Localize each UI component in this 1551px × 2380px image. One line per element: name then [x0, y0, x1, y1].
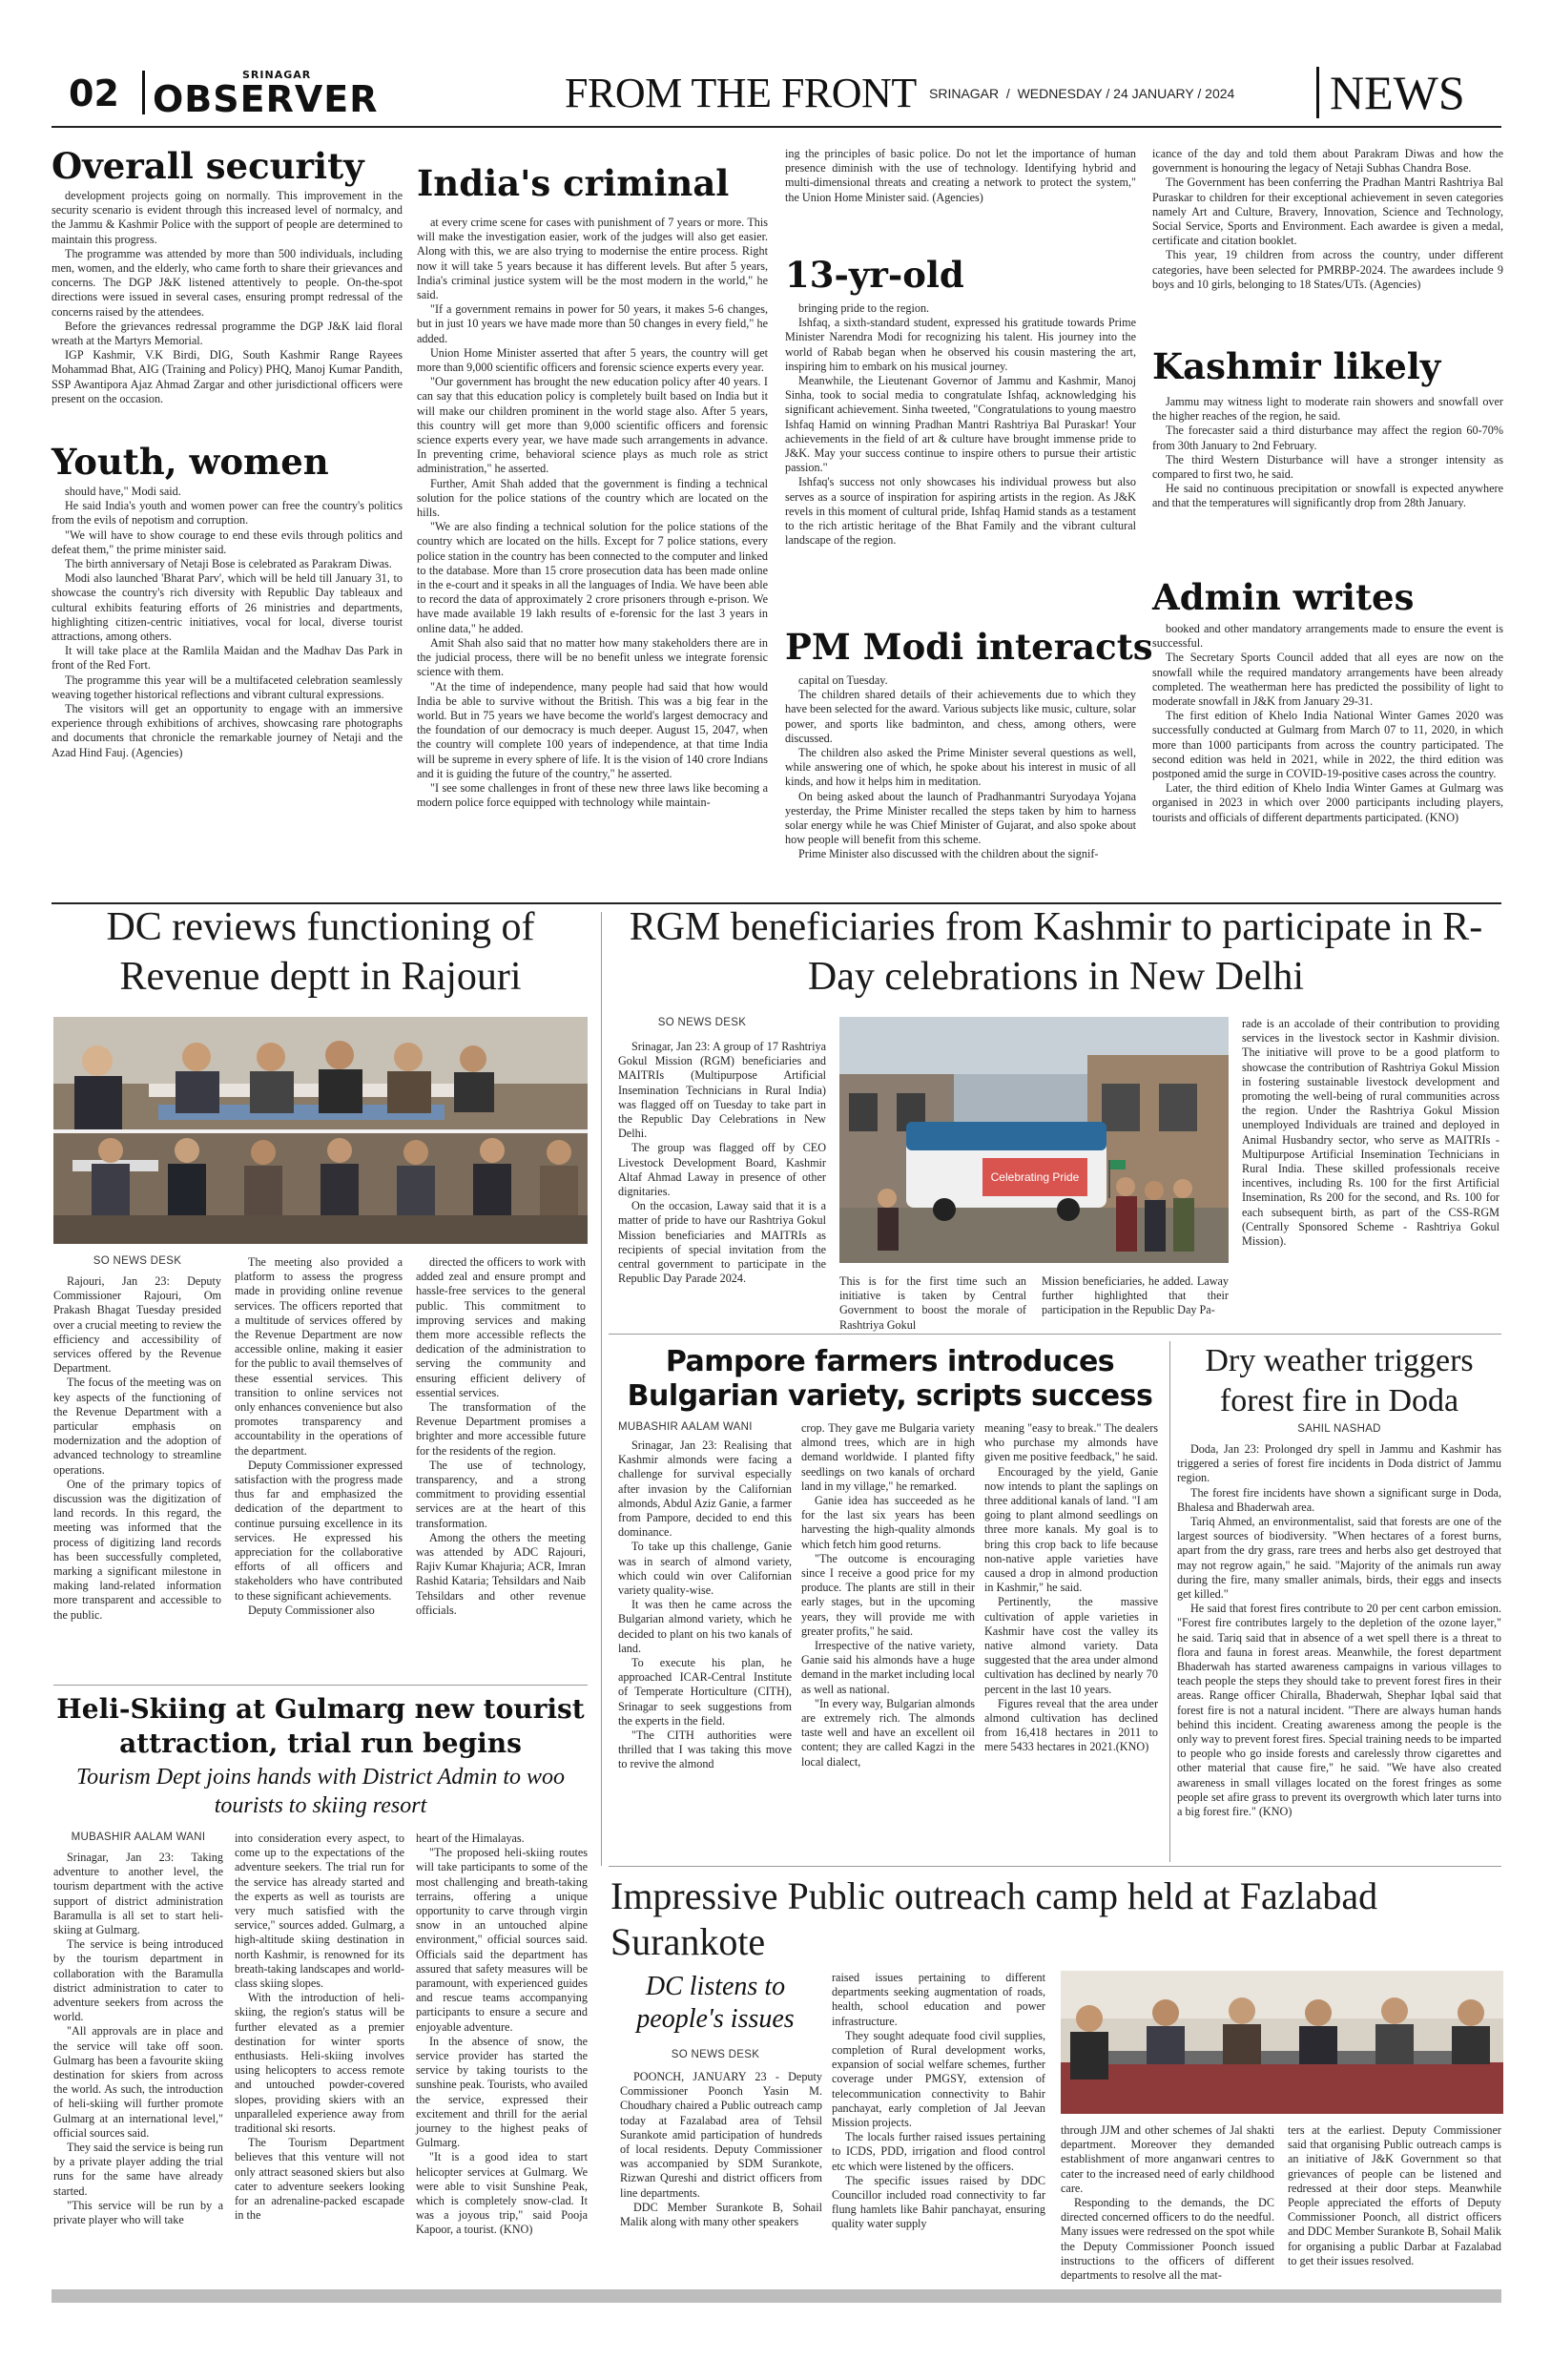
paragraph: It was then he came across the Bulgarian almond variety, which he decided to plant on his two kanals of land.: [618, 1598, 792, 1655]
meeting-photo-illustration: [53, 1017, 588, 1244]
article-pm-modi-continued: [1152, 147, 1503, 347]
paragraph: through JJM and other schemes of Jal shakti department. Moreover they demanded establishment of more anganwari centres to cater to the increased need of early childhood care.: [1061, 2123, 1274, 2195]
paragraph: This year, 19 children from across the country, under different categories, have been selected for PMRBP-2024. The awardees include 9 boys and 10 girls, belonging to 18 States/UTs. (Agencies): [1152, 248, 1503, 291]
paragraph: Rajouri, Jan 23: Deputy Commissioner Rajouri, Om Prakash Bhagat Tuesday presided over a crucial meeting to review the efficiency and accessibility of services offered by the Revenue Department.: [53, 1274, 221, 1376]
headline-pampore-line2: Bulgarian variety, scripts success: [627, 1379, 1153, 1413]
paragraph: "This service will be run by a private player who will take: [53, 2198, 223, 2227]
paragraph: booked and other mandatory arrangements made to ensure the event is successful.: [1152, 622, 1503, 651]
paragraph: "Our government has brought the new education policy after 40 years. I can say that this education policy is completely built based on India but it will make our children prominent in the world stage also. After 5 years, this country will get more than 9,000 scientific officers and forensic science experts every year, we have made such arrangements in advance. In preventing crime, behavioral science plays as much role as strict administration," he asserted.: [417, 375, 768, 476]
byline-outreach: SO NEWS DESK: [671, 2049, 760, 2060]
paragraph: "The outcome is encouraging since I receive a good price for my produce. The plants are still in their early stages, but in the upcoming years, they will provide me with greater profits," he said.: [801, 1551, 975, 1638]
byline-rgm: SO NEWS DESK: [657, 1017, 747, 1028]
paragraph: The specific issues raised by DDC Councillor included road connectivity to far flung hamlets like Bahir panchayat, ensuring quality water supply: [832, 2173, 1045, 2231]
masthead-rule: [52, 126, 1501, 128]
paragraph: Amit Shah also said that no matter how many stakeholders there are in the judicial process, there will be no benefit unless we integrate forensic science with them.: [417, 635, 768, 679]
paragraph: The children also asked the Prime Minister several questions as well, while answering one of which, he spoke about his interest in music of all kinds, and how it helps him in meditation.: [785, 746, 1136, 789]
subhead-heli-skiing: Tourism Dept joins hands with District Admin to woo tourists to skiing resort: [75, 1765, 566, 1818]
paragraph: The meeting also provided a platform to assess the progress made in providing online revenue services. The officers reported that a multitude of services offered by the Revenue Department are now accessible online, making it easier for the public to avail themselves of these essential services. This transition to online services not only enhances convenience but also promotes transparency and accountability in the operations of the department.: [235, 1255, 403, 1458]
column-divider: [1169, 1341, 1170, 1862]
paragraph: raised issues pertaining to different departments seeking augmentation of roads, health, school education and power infrastructure.: [832, 1971, 1045, 2028]
paragraph: Irrespective of the native variety, Ganie said his almonds have a huge demand in the market including local as well as national.: [801, 1639, 975, 1696]
paragraph: They sought adequate food civil supplies, completion of Rural development works, expansion of social welfare schemes, further coverage under PMGSY, extension of telecommunication connectivity to Bahir panchayat, early completion of Jal Jeevan Mission projects.: [832, 2028, 1045, 2130]
paragraph: In the absence of snow, the service provider has started the service by taking tourists to the sunshine peak. Tourists, who availed the service, expressed their excitement and thrill for the aerial journey to the highest peaks of Gulmarg.: [416, 2034, 588, 2150]
headline-admin-writes: Admin writes: [1152, 576, 1415, 618]
paragraph: "We will have to show courage to end these evils through politics and defeat them," the prime minister said.: [52, 528, 403, 556]
paragraph: Further, Amit Shah added that the government is finding a technical solution for the police stations of the country which are located on the hills.: [417, 476, 768, 520]
article-outreach-col4: [1288, 2123, 1501, 2280]
article-heli-col1: [53, 1851, 223, 2280]
rgm-caption-left: This is for the first time such an initiative is taken by Central Government to boost the morale of Rashtriya Gokul: [839, 1274, 1026, 1332]
masthead: [52, 59, 1501, 126]
article-overall-security: [52, 189, 403, 445]
paragraph: "All approvals are in place and the service will take off soon. Gulmarg has been a favourite skiing destination for skiers from across the world. As such, the introduction of heli-skiing will further promote Gulmarg at an international level," official sources said.: [53, 2024, 223, 2140]
paragraph: The use of technology, transparency, and a strong commitment to providing essential services are at the heart of this transformation.: [416, 1458, 586, 1530]
paragraph: IGP Kashmir, V.K Birdi, DIG, South Kashmir Range Rayees Mohammad Bhat, AIG (Training and Policy) PHQ, Manoj Kumar Pandith, SSP Awantipora Ajaz Ahmad Zargar and other jurisdictional officers were present on the occasion.: [52, 348, 403, 405]
headline-rgm: RGM beneficiaries from Kashmir to participate in R-Day celebrations in New Delhi: [629, 905, 1483, 999]
article-youth-women: [52, 485, 403, 899]
headline-outreach: Impressive Public outreach camp held at Fazlabad Surankote: [610, 1874, 1378, 1963]
article-india-criminal-continued: [785, 147, 1136, 223]
subhead-outreach: DC listens to people's issues: [636, 1972, 795, 2034]
paragraph: The birth anniversary of Netaji Bose is celebrated as Parakram Diwas.: [65, 557, 392, 571]
paragraph: ing the principles of basic police. Do not let the importance of human presence diminish with the use of technology. Identifying hybrid and multi-dimensional threats and creating a network to protect the system," the Union Home Minister said. (Agencies): [785, 147, 1136, 204]
paragraph: bringing pride to the region.: [798, 301, 930, 315]
paragraph: icance of the day and told them about Parakram Diwas and how the government is honouring the legacy of Netaji Subhas Chandra Bose.: [1152, 147, 1503, 176]
paragraph: The service is being introduced by the tourism department in collaboration with the Baramulla district administration to cater to adventure seekers from across the world.: [53, 1937, 223, 2024]
paragraph: With the introduction of heli-skiing, the region's status will be further elevated as a premier destination for winter sports enthusiasts. Heli-skiing involves using helicopters to access remote and untouched powder-covered slopes, providing skiers with an unparalleled experience away from traditional ski resorts.: [235, 1991, 404, 2136]
byline-pampore: MUBASHIR AALAM WANI: [618, 1421, 753, 1433]
paragraph: DDC Member Surankote B, Sohail Malik along with many other speakers: [620, 2200, 822, 2229]
headline-dc-reviews: DC reviews functioning of Revenue deptt in Rajouri: [106, 905, 535, 999]
paragraph: Srinagar, Jan 23: Realising that Kashmir almonds were facing a challenge for survival especially after invasion by the Californian almonds, Abdul Aziz Ganie, a farmer from Pampore, decided to end this dominance.: [618, 1438, 792, 1540]
paragraph: Jammu may witness light to moderate rain showers and snowfall over the higher reaches of the region, he said.: [1152, 395, 1503, 424]
article-kashmir-likely: [1152, 395, 1503, 557]
paragraph: They said the service is being run by a private player adding the trial runs for the same have already started.: [53, 2141, 223, 2198]
article-pm-modi: [785, 673, 1136, 899]
paragraph: The forest fire incidents have shown a significant surge in Doda, Bhalesa and Bhaderwah area.: [1177, 1485, 1501, 1514]
paragraph: Tariq Ahmed, an environmentalist, said that forests are one of the largest sources of biodiversity. "When hectares of a forest burns, apart from the dry grass, rare trees and herbs also get destroyed that may not regrow again," he said. "Majority of the animals run away during the fire, many smaller animals, birds, their eggs and insects get killed.": [1177, 1515, 1501, 1602]
headline-youth-women: Youth, women: [52, 441, 329, 483]
paragraph: On being asked about the launch of Pradhanmantri Suryodaya Yojana yesterday, the Prime Minister recalled the steps taken by him to harness solar energy while he was Chief Minister of Gujarat, and also spoke about how people will benefit from this scheme.: [785, 789, 1136, 847]
section-title: FROM THE FRONT: [565, 70, 917, 116]
paragraph: The Government has been conferring the Pradhan Mantri Rashtriya Bal Puraskar to children for their exceptional achievement in seven categories namely Art and Culture, Bravery, Innovation, Science and Technology, Social Service, Sports and Environment. Each awardee is given a medal, certificate and citation booklet.: [1152, 176, 1503, 248]
headline-dry-weather: Dry weather triggers forest fire in Doda: [1205, 1343, 1474, 1418]
photo-outreach-camp: [1061, 1971, 1503, 2114]
paragraph: crop. They gave me Bulgaria variety almond trees, which are in high demand worldwide. I planted fifty seedlings on two kanals of orchard land in my village," he remarked.: [801, 1421, 975, 1493]
paragraph: On the occasion, Laway said that it is a matter of pride to have our Rashtriya Gokul Mission beneficiaries and MAITRIs as recipients of special invitation from the central government to participate in the Republic Day Parade 2024.: [618, 1199, 826, 1286]
paragraph: The programme this year will be a multifaceted celebration seamlessly weaving together historical reflections and vibrant cultural expressions.: [52, 673, 403, 701]
section-rule-outreach: [609, 1866, 1501, 1867]
article-heli-col3: [416, 1832, 588, 2280]
headline-pampore: [618, 1345, 1162, 1414]
paragraph: rade is an accolade of their contribution to providing services in the livestock sector in Kashmir division. The initiative will prove to be a good platform to showcase the contribution of Rashtriya Gokul Mission in fostering sustainable livestock development and promoting the well-being of rural communities across the region. Under the Rashtriya Gokul Mission unemployed Individuals are trained and deployed in Animal Husbandry sector, who serve as MAITRIs - Multipurpose Artificial Insemination Technicians in Rural India. These skilled professionals receive incentives, including Rs. 100 for the first Artificial Insemination, Rs 200 for the second, and Rs. 100 for each subsequent birth, as part of the CSS-RGM (Centrally Sponsored Scheme - Rashtriya Gokul Mission).: [1242, 1017, 1499, 1249]
paragraph: The focus of the meeting was on key aspects of the functioning of the Revenue Department with a particular emphasis on modernization and the adoption of advanced technology to streamline operations.: [53, 1376, 221, 1477]
rgm-caption-right: Mission beneficiaries, he added. Laway further highlighted that their participation in the Republic Day Pa-: [1042, 1274, 1229, 1317]
paragraph: development projects going on normally. This improvement in the security scenario is evident through this increased level of normalcy, and the Jammu & Kashmir Police with the support of people are determined to maintain this progress.: [52, 189, 403, 246]
article-pampore-col2: [801, 1421, 975, 1860]
paragraph: To take up this challenge, Ganie was in search of almond variety, which could win over Californian variety quality-wise.: [618, 1540, 792, 1598]
paragraph: Later, the third edition of Khelo India Winter Games at Gulmarg was organised in 2023 in which over 2000 participants including players, tourists and officials of different departments participated. (KNO): [1152, 781, 1503, 824]
article-rgm-col3: [1242, 1017, 1499, 1326]
headline-kashmir-likely: Kashmir likely: [1152, 345, 1441, 387]
paragraph: The Secretary Sports Council added that all eyes are now on the snowfall while the required mandatory arrangements have been already completed. The weatherman here has predicted the possibility of light to moderate snowfall in J&K from January 29-31.: [1152, 651, 1503, 709]
article-outreach-col3: [1061, 2123, 1274, 2283]
headline-13-yr-old: 13-yr-old: [785, 254, 964, 296]
paragraph: "The CITH authorities were thrilled that I was taking this move to revive the almond: [618, 1728, 792, 1771]
outreach-photo-illustration: [1061, 1971, 1503, 2114]
paragraph: "I see some challenges in front of these new three laws like becoming a modern police force equipped with technology while maintain-: [417, 780, 768, 810]
photo-rgm-bus: [839, 1017, 1229, 1263]
paragraph: POONCH, JANUARY 23 - Deputy Commissioner Poonch Yasin M. Choudhary chaired a Public outreach camp today at Fazalabad area of Tehsil Surankote amid participation of hundreds of local residents. Deputy Commissioner was accompanied by SDM Surankote, Rizwan Qureshi and district officers from line departments.: [620, 2070, 822, 2200]
paragraph: Union Home Minister asserted that after 5 years, the country will get more than 9,000 scientific officers and forensic science experts every year.: [417, 345, 768, 375]
paragraph: The programme was attended by more than 500 individuals, including men, women, and the elderly, who came forth to share their grievances and concerns. The DGP J&K listened attentively to people. On-the-spot directions were issued in several cases, ensuring prompt redressal of the concerns raised by the attendees.: [52, 246, 403, 319]
paragraph: Encouraged by the yield, Ganie now intends to plant the saplings on three additional kanals of land. "I am going to plant almond seedlings on three more kanals. My goal is to bring this crop back to life because non-native apple varieties have caused a drop in almond production in Kashmir," he said.: [984, 1464, 1158, 1595]
paragraph: He said that forest fires contribute to 20 per cent carbon emission. "Forest fire contributes largely to the depletion of the ozone layer," he said. Tariq said that in absence of a wet spell there is a threat to flora and fauna in forest areas. Meanwhile, the forest department Bhaderwah has started awareness campaigns in various villages to teach people the steps they should take to prevent forest fires in their areas. Range officer Chiralla, Bhaderwah, Shephar Iqbal said that forest fire is not a natural incident. "There are always human hands behind this incident. Creating awareness among the people is the only way to prevent forest fires. Special training needs to be imparted to people who go inside forests and carelessly throw cigarettes and other material that cause fire," he said. "We have also created awareness in small villages located on the forest fringes as some people set afire grass to prevent its overgrowth which later turns into a big forest fire." (KNO): [1177, 1602, 1501, 1819]
headline-pm-modi: PM Modi interacts: [785, 626, 1153, 668]
photo-dc-meeting: [53, 1017, 588, 1244]
column-divider: [601, 912, 602, 1866]
article-admin-writes: [1152, 622, 1503, 899]
paper-name-small: SRINAGAR: [242, 69, 312, 81]
article-india-criminal: [417, 216, 768, 899]
article-dc-reviews-col1: [53, 1274, 221, 1675]
paragraph: The group was flagged off by CEO Livestock Development Board, Kashmir Altaf Ahmad Laway in presence of other dignitaries.: [618, 1141, 826, 1199]
paragraph: Meanwhile, the Lieutenant Governor of Jammu and Kashmir, Manoj Sinha, took to social media to congratulate Ishfaq, acknowledging his significant achievement. Sinha tweeted, "Congratulations to young maestro Ishfaq Hamid on winning Pradhan Mantri Rashtriya Bal Puraskar! Your achievements in the field of art & culture have brought immense pride to J&K. May your success continue to inspire others to pursue their artistic passion.": [785, 374, 1136, 475]
paragraph: The children shared details of their achievements due to which they have been selected for the award. Various subjects like music, culture, solar power, and sports like badminton, and chess, among others, were discussed.: [785, 688, 1136, 745]
bus-photo-illustration: [839, 1017, 1229, 1263]
article-pampore-col1: [618, 1438, 792, 1858]
paragraph: Among the others the meeting was attended by ADC Rajouri, Rajiv Kumar Khajuria; ACR, Imran Rashid Kataria; Tehsildars and Naib Tehsildars and other revenue officials.: [416, 1530, 586, 1617]
paragraph: Ishfaq, a sixth-standard student, expressed his gratitude towards Prime Minister Narendra Modi for recognizing his talent. His journey into the world of Rabab began when he observed his cousin mastering the art, inspiring him to embark on his musical journey.: [785, 316, 1136, 373]
paragraph: Modi also launched 'Bharat Parv', which will be held till January 31, to showcase the country's rich diversity with Republic Day tableaux and cultural exhibits featuring efforts of 26 ministries and departments, highlighting citizen-centric initiatives, vocal for local, diverse tourist attractions, among others.: [52, 571, 403, 644]
paragraph: "In every way, Bulgarian almonds are extremely rich. The almonds taste well and have an excellent oil content; they are called Kagzi in the local dialect,: [801, 1696, 975, 1769]
article-outreach-col2: [832, 1971, 1045, 2280]
paragraph: capital on Tuesday.: [798, 673, 888, 687]
article-dc-reviews-col3: [416, 1255, 586, 1675]
article-outreach-col1: [620, 2070, 822, 2280]
paper-logo: OBSERVER: [153, 78, 379, 120]
masthead-divider: [142, 71, 145, 114]
paragraph: Deputy Commissioner also: [248, 1603, 375, 1617]
footer-bar: [52, 2289, 1501, 2303]
article-13-yr-old: [785, 301, 1136, 603]
paragraph: To execute his plan, he approached ICAR-Central Institute of Temperate Horticulture (CITH), Srinagar to seek suggestions from the experts in the field.: [618, 1656, 792, 1728]
paragraph: Ishfaq's success not only showcases his individual prowess but also serves as a source of inspiration for aspiring artists in the region. As J&K revels in this moment of cultural pride, Ishfaq Hamid stands as a testament to the rich artistic heritage of the Bhat Family and the vibrant cultural landscape of the region.: [785, 475, 1136, 548]
headline-india-criminal: India's criminal: [417, 162, 730, 204]
paragraph: The transformation of the Revenue Department promises a brighter and more accessible future for the residents of the region.: [416, 1400, 586, 1458]
byline-dc-reviews: SO NEWS DESK: [93, 1255, 182, 1267]
paragraph: Responding to the demands, the DC directed concerned officers to do the needful. Many issues were redressed on the spot while the Deputy Commissioner Poonch issued instructions to the officers of different departments to resolve all the mat-: [1061, 2196, 1274, 2283]
paragraph: He said India's youth and women power can free the country's politics from the evils of nepotism and corruption.: [52, 499, 403, 528]
paragraph: Doda, Jan 23: Prolonged dry spell in Jammu and Kashmir has triggered a series of forest fire incidents in Doda district of Jammu region.: [1177, 1442, 1501, 1485]
article-dc-reviews-col2: [235, 1255, 403, 1675]
paragraph: He said no continuous precipitation or snowfall is expected anywhere and that the temperatures will significantly drop from 28th January.: [1152, 482, 1503, 510]
paragraph: Before the grievances redressal programme the DGP J&K laid floral wreath at the Martyrs Memorial.: [52, 319, 403, 348]
dateline: SRINAGAR / WEDNESDAY / 24 JANUARY / 2024: [929, 86, 1235, 101]
paragraph: Srinagar, Jan 23: A group of 17 Rashtriya Gokul Mission (RGM) beneficiaries and MAITRIs (Multipurpose Artificial Insemination Technicians in Rural India) was flagged off on Tuesday to take part in the Republic Day Celebrations in New Delhi.: [618, 1040, 826, 1141]
paragraph: "It is a good idea to start helicopter services at Gulmarg. We were able to visit Sunshine Peak, which is completely snow-clad. It was a joyous trip," said Pooja Kapoor, a tourist. (KNO): [416, 2150, 588, 2237]
paragraph: "At the time of independence, many people had said that how would India be able to survive without the British. This was a big fear in the world. But in 75 years we have become the world's largest democracy and the foundation of our democracy is much deeper. August 15, 2047, when the country will complete 100 years of independence, at that time India will be supreme in every sphere of life. It is the vision of 140 crore Indians and it is guiding the future of the country," he asserted.: [417, 679, 768, 780]
article-dry-weather: [1177, 1442, 1501, 1862]
paragraph: The visitors will get an opportunity to engage with an immersive experience through exhibitions of archives, showcasing rare photographs and documents that chronicle the remarkable journey of Netaji and the Azad Hind Fauj. (Agencies): [52, 702, 403, 759]
byline-heli-skiing: MUBASHIR AALAM WANI: [71, 1832, 206, 1843]
paragraph: Ganie idea has succeeded as he for the last six years has been harvesting the high-quality almonds which fetch him good returns.: [801, 1494, 975, 1551]
category-divider: [1316, 67, 1319, 118]
paragraph: "The proposed heli-skiing routes will take participants to some of the most challenging and breath-taking terrains, offering a unique opportunity to carve through virgin snow in an untouched alpine environment," official sources said. Officials said the department has assured that safety measures will be paramount, with experienced guides and rescue teams accompanying participants to ensure a secure and enjoyable adventure.: [416, 1846, 588, 2034]
headline-heli-skiing: Heli-Skiing at Gulmarg new tourist attraction, trial run begins: [56, 1693, 585, 1759]
byline-dry-weather: SAHIL NASHAD: [1297, 1423, 1381, 1435]
paragraph: directed the officers to work with added zeal and ensure prompt and hassle-free services to the general public. This commitment to improving services and making them more accessible reflects the dedication of the administration to serving the community and ensuring efficient delivery of essential services.: [416, 1255, 586, 1399]
paragraph: meaning "easy to break." The dealers who purchase my almonds have given me positive feedback," he said.: [984, 1421, 1158, 1464]
paragraph: The locals further raised issues pertaining to ICDS, PDD, irrigation and flood control etc which were listened by the officers.: [832, 2130, 1045, 2173]
paragraph: The forecaster said a third disturbance may affect the region 60-70% from 30th January to 2nd February.: [1152, 424, 1503, 452]
headline-overall-security: Overall security: [52, 145, 364, 187]
paragraph: The Tourism Department believes that this venture will not only attract seasoned skiers but also cater to adventure seekers looking for an adrenaline-packed escapade in the: [235, 2136, 404, 2223]
bus-banner-text: Celebrating Pride: [990, 1170, 1080, 1184]
paragraph: Srinagar, Jan 23: Taking adventure to another level, the tourism department with the active support of district administration Baramulla is all set to start heli-skiing at Gulmarg.: [53, 1851, 223, 1937]
paragraph: Prime Minister also discussed with the children about the signif-: [798, 847, 1099, 861]
paragraph: Deputy Commissioner expressed satisfaction with the progress made thus far and emphasized the dedication of the department to continue pursuing excellence in its services. He expressed his appreciation for the collaborative efforts of all officers and stakeholders who have contributed to these significant achievements.: [235, 1458, 403, 1603]
paragraph: into consideration every aspect, to come up to the expectations of the adventure seekers. The trial run for the service has already started and the experts as well as tourists are very much satisfied with the service," sources added. Gulmarg, a high-altitude skiing destination in north Kashmir, is renowned for its breath-taking landscapes and world-class skiing slopes.: [235, 1832, 404, 1991]
article-rgm-col1: [618, 1040, 826, 1326]
section-rule-rgm: [609, 1334, 1501, 1335]
paragraph: One of the primary topics of discussion was the digitization of land records. In this regard, the meeting was informed that the process of digitizing land records has been successfully completed, marking a significant milestone in making land-related information more transparent and accessible to the public.: [53, 1477, 221, 1622]
paragraph: "If a government remains in power for 50 years, it makes 5-6 changes, but in just 10 years we have made more than 50 changes in every field," he added.: [417, 302, 768, 345]
paragraph: The third Western Disturbance will have a stronger intensity as compared to first two, he said.: [1152, 452, 1503, 482]
paragraph: It will take place at the Ramlila Maidan and the Madhav Das Park in front of the Red Fort.: [52, 644, 403, 673]
paragraph: heart of the Himalayas.: [416, 1832, 525, 1845]
paragraph: Pertinently, the massive cultivation of apple varieties in Kashmir have cost the valley its native almond variety. Data suggested that the area under almond cultivation has declined by nearly 70 percent in the last 10 years.: [984, 1595, 1158, 1696]
paragraph: "We are also finding a technical solution for the police stations of the country which are located on the hills. Except for 7 police stations, every police station in the country has been connected to the computer and linked to the database. More than 15 crore prosecution data has been made online in the e-court and it speaks in all the languages of India. We have been able to record the data of approximately 2 crore prisoners through e-prison. We have made available 19 lakh results of e-forensic for the last 3 years in online data," he added.: [417, 520, 768, 635]
article-heli-col2: [235, 1832, 404, 2280]
headline-pampore-line1: Pampore farmers introduces: [665, 1345, 1115, 1378]
paragraph: at every crime scene for cases with punishment of 7 years or more. This will make the investigation easier, work of the judges will also get easier. Along with this, we are also trying to modernise the entire process. Right now it will take 5 years because it has different levels. But after 5 years, India's criminal justice system will be the most modern in the world," he said.: [417, 216, 768, 302]
paragraph: Figures reveal that the area under almond cultivation has declined from 16,418 hectares in 2011 to mere 5433 hectares in 2021.(KNO): [984, 1696, 1158, 1754]
paragraph: ters at the earliest. Deputy Commissioner said that organising Public outreach camps is an initiative of J&K Government so that grievances of people can be listened and redressed at their door steps. Meanwhile People appreciated the efforts of Deputy Commissioner Poonch, all district officers and DDC Member Surankote B, Sohail Malik for organising a public Darbar at Fazalabad to get their issues resolved.: [1288, 2123, 1501, 2267]
paragraph: The first edition of Khelo India National Winter Games 2020 was successfully conducted at Gulmarg from March 07 to 11, 2020, in which more than 1000 participants from across the country participated. The second edition was held in 2021, while in 2022, the third edition was postponed amid the surge in COVID-19-positive cases across the country.: [1152, 709, 1503, 781]
paragraph: should have," Modi said.: [65, 485, 181, 498]
page-number: 02: [69, 72, 119, 114]
section-rule-heli: [53, 1685, 588, 1686]
article-pampore-col3: [984, 1421, 1158, 1860]
category-label: NEWS: [1330, 66, 1465, 119]
